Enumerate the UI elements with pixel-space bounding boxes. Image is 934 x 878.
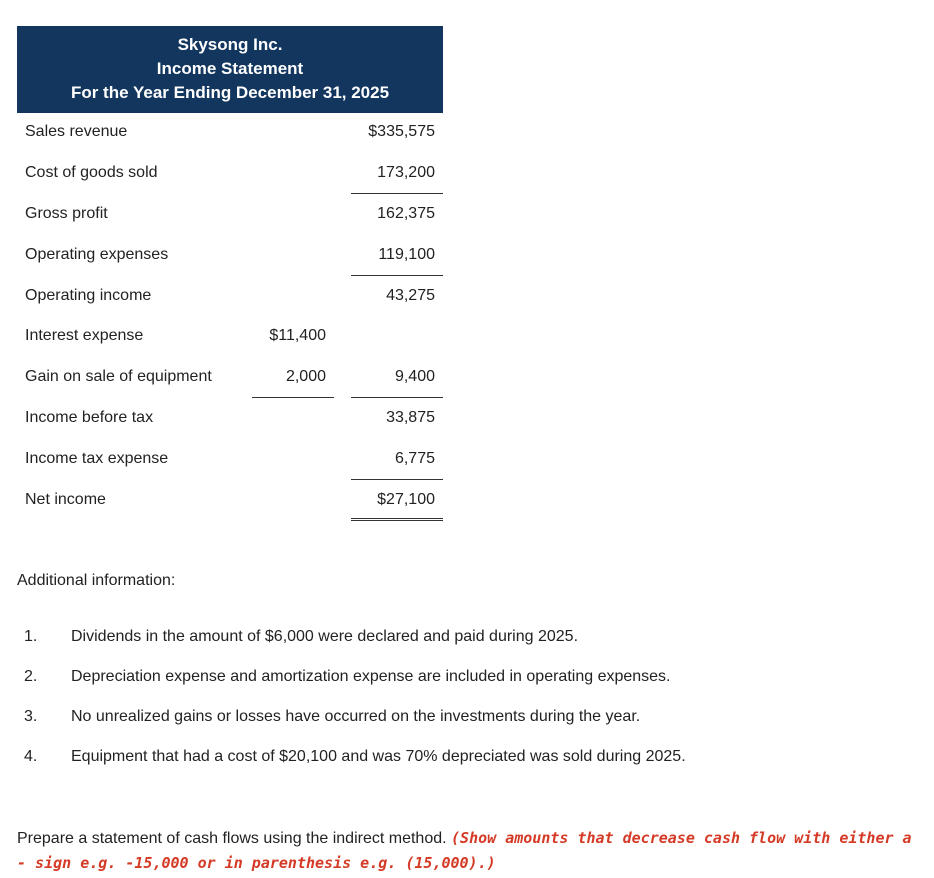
underline-operating-expenses [351, 275, 443, 276]
note-text: No unrealized gains or losses have occurred on the investments during the year. [71, 708, 641, 725]
row-label-net-income: Net income [25, 491, 106, 508]
value-income-tax-expense: 6,775 [394, 450, 435, 467]
note-text: Dividends in the amount of $6,000 were declared and paid during 2025. [71, 628, 579, 645]
instructions [17, 826, 917, 876]
additional-info-heading: Additional information: [17, 572, 176, 589]
value-net-income: $27,100 [377, 491, 435, 508]
value-sales-revenue: $335,575 [368, 123, 435, 140]
row-label-interest-expense: Interest expense [25, 327, 144, 344]
value-operating-expenses: 119,100 [378, 246, 435, 263]
instructions-text: Prepare a statement of cash flows using the indirect method. [17, 830, 447, 847]
statement-title: Income Statement [156, 59, 304, 78]
row-label-gain-on-sale: Gain on sale of equipment [25, 368, 212, 385]
note-number: 4. [24, 748, 38, 765]
row-label-sales-revenue: Sales revenue [25, 123, 128, 140]
value-gross-profit: 162,375 [377, 205, 435, 222]
note-number: 2. [24, 668, 38, 685]
value-income-before-tax: 33,875 [386, 409, 435, 426]
underline-cost-of-goods-sold [351, 193, 443, 194]
company-name: Skysong Inc. [177, 35, 283, 54]
instructions-emphasis: (Show amounts that decrease cash flow with either a - sign e.g. -15,000 or in parenthesis e.g. (15,000).) [17, 829, 912, 872]
note-number: 1. [24, 628, 38, 645]
statement-header [17, 26, 443, 113]
row-label-operating-income: Operating income [25, 287, 152, 304]
value-operating-income: 43,275 [386, 287, 435, 304]
double-underline-net-income [351, 518, 443, 521]
value-interest-expense: $11,400 [269, 327, 326, 344]
underline-gain-col1 [252, 397, 334, 398]
row-label-gross-profit: Gross profit [25, 205, 108, 222]
underline-income-tax [351, 479, 443, 480]
underline-gain-col2 [351, 397, 443, 398]
statement-period: For the Year Ending December 31, 2025 [70, 83, 390, 102]
row-label-operating-expenses: Operating expenses [25, 246, 169, 263]
note-text: Depreciation expense and amortization expense are included in operating expenses. [71, 668, 671, 685]
row-label-income-before-tax: Income before tax [25, 409, 154, 426]
row-label-income-tax-expense: Income tax expense [25, 450, 169, 467]
note-number: 3. [24, 708, 38, 725]
row-label-cost-of-goods-sold: Cost of goods sold [25, 164, 158, 181]
value-cost-of-goods-sold: 173,200 [377, 164, 435, 181]
note-text: Equipment that had a cost of $20,100 and was 70% depreciated was sold during 2025. [71, 748, 686, 765]
value-gain-on-sale: 2,000 [285, 368, 326, 385]
value-other-total: 9,400 [394, 368, 435, 385]
